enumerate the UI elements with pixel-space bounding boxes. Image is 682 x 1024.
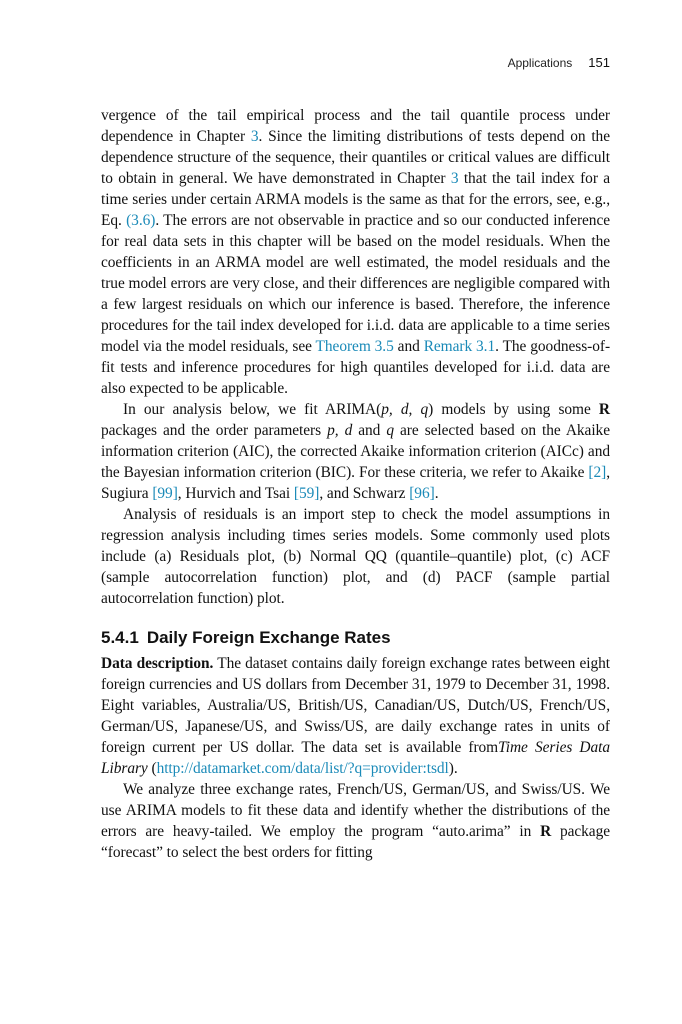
citation-96-link[interactable]: [96] [409,485,435,502]
theorem-3-5-link[interactable]: Theorem 3.5 [315,338,394,355]
text-span: . The goodness-of-fit tests and inference procedures for high quantiles developed for i.i.d. data are also expected to be applicable. [101,338,611,397]
source-title: Time Series Data Library [101,739,610,777]
text-span: , Hurvich and Tsai [177,485,294,502]
section-title: Daily Foreign Exchange Rates [146,628,391,647]
chapter-3-link[interactable]: 3 [250,128,259,145]
text-span: . Since the limiting distributions of tests depend on the dependence structure of the sequence, their quantiles or critical values are difficult to obtain in general. We have demonstrated in Chapter [101,128,610,187]
math-q: q [386,422,394,439]
running-head [101,55,610,70]
body-text [101,105,610,863]
equation-3-6-link[interactable]: (3.6) [126,212,156,229]
text-span: packages and the order parameters [101,422,328,439]
text-span: ( [147,760,157,777]
text-span: We analyze three exchange rates, French/US, German/US, and Swiss/US. We use ARIMA models to fit these data and identify whether the distributions of the errors are heavy-tailed. We employ the program “auto.arima” in [101,781,610,840]
chapter-3-link[interactable]: 3 [450,170,459,187]
text-span: . [434,485,439,502]
text-span: package “forecast” to select the best orders for fitting [101,823,611,861]
text-span: The dataset contains daily foreign exchange rates between eight foreign currencies and US dollars from December 31, 1979 to December 31, 1998. Eight variables, Australia/US, British/US, Canadian/US, Dutch/US, French/US, German/US, Japanese/US, and Swiss/US, are daily exchange rates in units of foreign current per US dollar. The data set is available from [101,655,610,756]
paragraph-data-description [101,653,610,779]
paragraph-exchange-analysis [101,779,610,863]
text-span: , and Schwarz [319,485,410,502]
text-span: . The errors are not observable in practice and so our conducted inference for real data sets in this chapter will be based on the model residuals. When the coefficients in an ARMA model are well estimated, the model residuals and the true model errors are very close, and their differences are negligible compared with a few largest residuals on which our inference is based. Therefore, the inference procedures for the tail index developed for i.i.d. data are applicable to a time series model via the model residuals, see [101,212,611,355]
text-span: ) models by using some [428,401,599,418]
section-heading [101,627,610,649]
text-span: In our analysis below, we fit ARIMA( [123,401,382,418]
paragraph-arima-fitting [101,399,610,504]
datamarket-url-link[interactable]: http://datamarket.com/data/list/?q=provider:tsdl [156,760,449,777]
run-in-heading: Data description. [101,655,214,672]
remark-3-1-link[interactable]: Remark 3.1 [423,338,496,355]
text-span: and [352,422,387,439]
r-language: R [540,823,552,840]
text-span: and [393,338,424,355]
r-language: R [598,401,610,418]
page-number: 151 [588,55,610,70]
text-span: that the tail index for a time series under certain ARMA models is the same as that for the errors, see, e.g., Eq. [101,170,611,229]
math-pd: p, d [327,422,353,439]
text-span: , Sugiura [101,464,610,502]
paragraph-residual-analysis: Analysis of residuals is an import step to check the model assumptions in regression analysis including times series models. Some commonly used plots include (a) Residuals plot, (b) Normal QQ (quantile–quantile) plot, (c) ACF (sample autocorrelation function) plot, and (d) PACF (sample partial autocorrelation function) plot. [101,506,610,607]
citation-2-link[interactable]: [2] [588,464,607,481]
citation-99-link[interactable]: [99] [152,485,178,502]
section-number: 5.4.1 [101,628,139,647]
citation-59-link[interactable]: [59] [293,485,320,502]
math-pdq: p, d, q [381,401,429,418]
paragraph-tail-inference [101,105,610,399]
text-span: vergence of the tail empirical process and the tail quantile process under dependence in Chapter [101,107,610,145]
running-head-section: Applications [507,56,573,70]
text-span: are selected based on the Akaike information criterion (AIC), the corrected Akaike information criterion (AICc) and the Bayesian information criterion (BIC). For these criteria, we refer to Akaike [101,422,610,481]
text-span: ). [448,760,458,777]
